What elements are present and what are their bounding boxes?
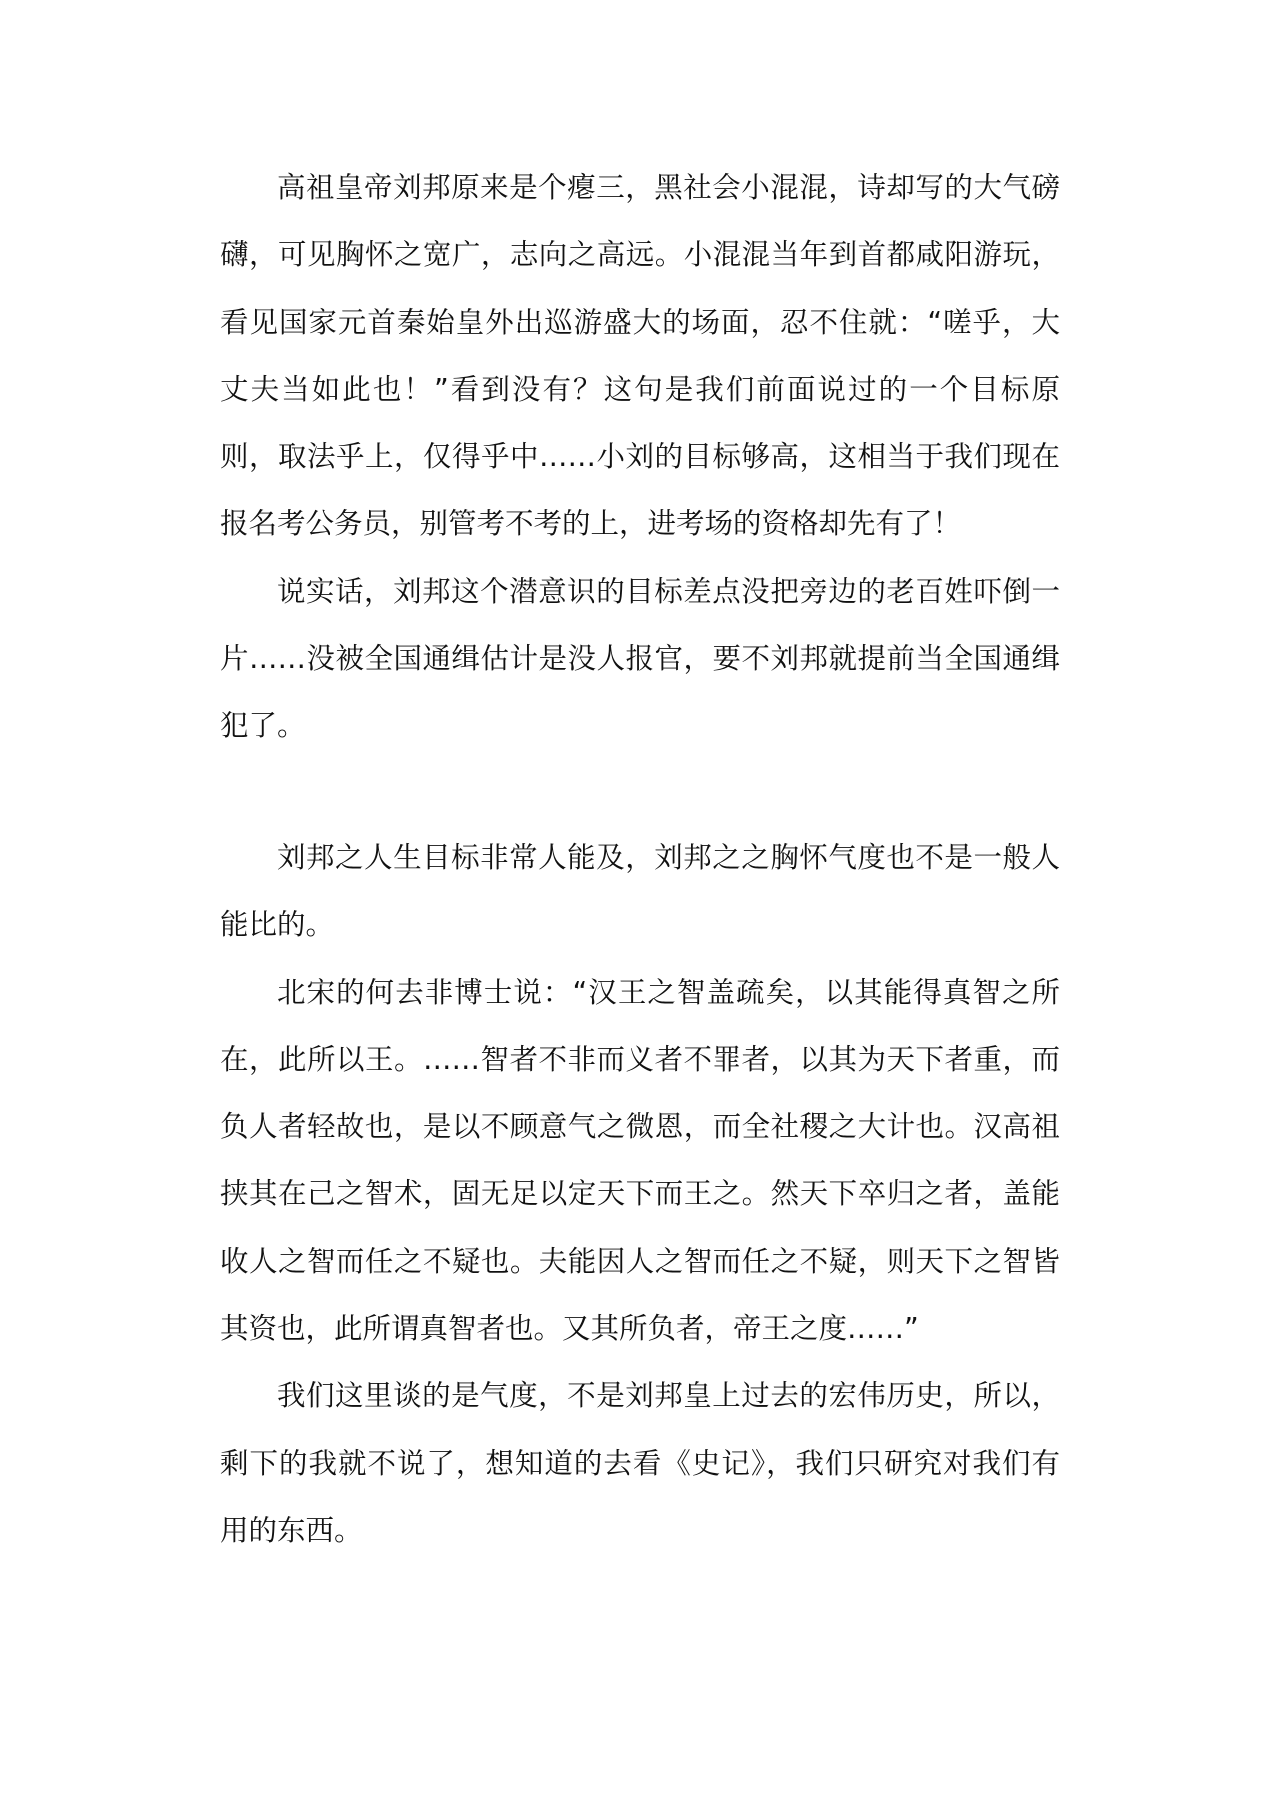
- paragraph-honest-remark: 说实话，刘邦这个潜意识的目标差点没把旁边的老百姓吓倒一片……没被全国通缉估计是没人报官，要不刘邦就提前当全国通缉犯了。: [220, 574, 1060, 743]
- paragraph-liubang-magnanimity: 刘邦之人生目标非常人能及，刘邦之之胸怀气度也不是一般人能比的。: [220, 841, 1060, 942]
- paragraph-he-qufei-quote: 北宋的何去非博士说：“汉王之智盖疏矣，以其能得真智之所在，此所以王。……智者不非而义者不罪者，以其为天下者重，而负人者轻故也，是以不顾意气之微恩，而全社稷之大计也。汉高祖挟其在己之智术，固无足以定天下而王之。然天下卒归之者，盖能收人之智而任之不疑也。夫能因人之智而任之不疑，则天下之智皆其资也，此所谓真智者也。又其所负者，帝王之度……”: [220, 975, 1060, 1346]
- paragraph-liubang-ambition: 高祖皇帝刘邦原来是个瘪三，黑社会小混混，诗却写的大气磅礴，可见胸怀之宽广，志向之高远。小混混当年到首都咸阳游玩，看见国家元首秦始皇外出巡游盛大的场面，忍不住就：“嗟乎，大丈夫当如此也！”看到没有？这句是我们前面说过的一个目标原则，取法乎上，仅得乎中……小刘的目标够高，这相当于我们现在报名考公务员，别管考不考的上，进考场的资格却先有了！: [220, 171, 1060, 541]
- text-section-2: [220, 824, 1060, 1564]
- paragraph-closing-remark: 我们这里谈的是气度，不是刘邦皇上过去的宏伟历史，所以，剩下的我就不说了，想知道的去看《史记》，我们只研究对我们有用的东西。: [220, 1379, 1060, 1547]
- text-section-1: [220, 154, 1060, 760]
